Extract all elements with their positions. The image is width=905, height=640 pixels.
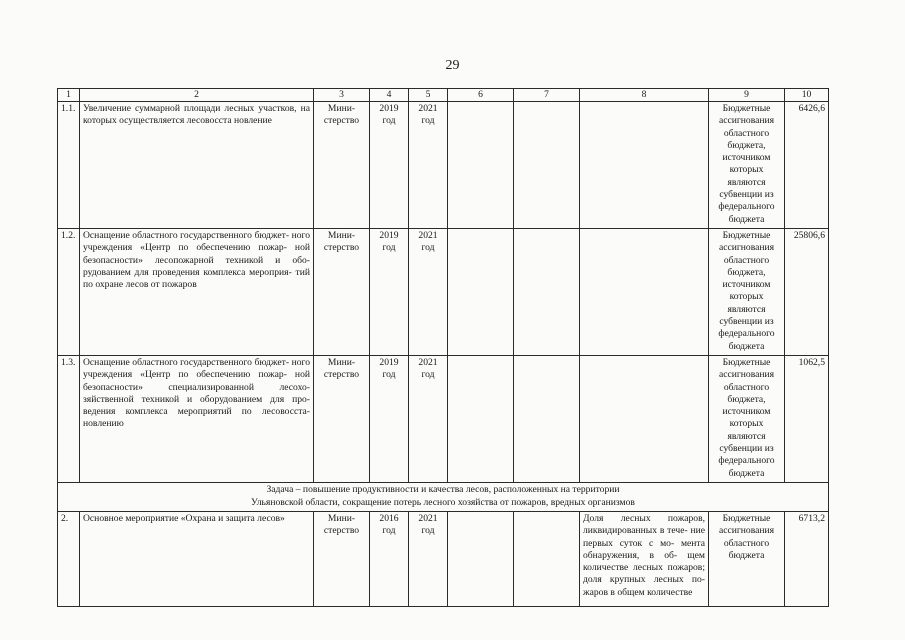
page-number: 29: [445, 58, 460, 73]
col6-cell: [448, 102, 514, 229]
header-cell: 8: [580, 89, 709, 102]
funding-source: Бюджетные ассигнования областного бюджета: [709, 512, 785, 607]
table-row: [58, 229, 829, 356]
header-cell: 9: [709, 89, 785, 102]
indicator-cell: [580, 356, 709, 483]
row-number: 1.1.: [58, 102, 80, 229]
indicator-cell: [580, 229, 709, 356]
row-number: 1.2.: [58, 229, 80, 356]
executor: Мини- стерство: [314, 356, 370, 483]
start-year: 2016 год: [370, 512, 409, 607]
funding-source: Бюджетные ассигнования областного бюджета, источником которых являются субвенции из федерального бюджета: [709, 102, 785, 229]
table-row: [58, 356, 829, 483]
col7-cell: [514, 229, 580, 356]
funding-amount: 25806,6: [785, 229, 829, 356]
header-cell: 4: [370, 89, 409, 102]
measure-description: Увеличение суммарной площади лесных участков, на которых осуществляется лесовосста новление: [80, 102, 314, 229]
col7-cell: [514, 512, 580, 607]
start-year: 2019 год: [370, 356, 409, 483]
header-cell: 6: [448, 89, 514, 102]
executor: Мини- стерство: [314, 102, 370, 229]
header-cell: 7: [514, 89, 580, 102]
row-number: 1.3.: [58, 356, 80, 483]
header-cell: 5: [409, 89, 448, 102]
col6-cell: [448, 229, 514, 356]
start-year: 2019 год: [370, 229, 409, 356]
header-cell: 2: [80, 89, 314, 102]
funding-source: Бюджетные ассигнования областного бюджета, источником которых являются субвенции из федерального бюджета: [709, 356, 785, 483]
row-number: 2.: [58, 512, 80, 607]
table-row: [58, 512, 829, 607]
executor: Мини- стерство: [314, 512, 370, 607]
executor: Мини- стерство: [314, 229, 370, 356]
funding-amount: 6713,2: [785, 512, 829, 607]
task-row: [58, 483, 829, 512]
funding-amount: 6426,6: [785, 102, 829, 229]
task-heading: Задача – повышение продуктивности и качества лесов, расположенных на территории Ульяновской области, сокращение потерь лесного хозяйства от пожаров, вредных организмов: [58, 483, 829, 512]
end-year: 2021 год: [409, 102, 448, 229]
header-cell: 3: [314, 89, 370, 102]
start-year: 2019 год: [370, 102, 409, 229]
indicator-cell: [580, 102, 709, 229]
measure-description: Основное мероприятие «Охрана и защита лесов»: [80, 512, 314, 607]
funding-source: Бюджетные ассигнования областного бюджета, источником которых являются субвенции из федерального бюджета: [709, 229, 785, 356]
col6-cell: [448, 356, 514, 483]
col7-cell: [514, 102, 580, 229]
indicator-cell: Доля лесных пожаров, ликвидированных в тече- ние первых суток с мо- мента обнаружения, в об- щем количестве лесных пожаров; доля крупных лесных по- жаров в общем количестве: [580, 512, 709, 607]
program-table: [57, 88, 829, 607]
col7-cell: [514, 356, 580, 483]
measure-description: Оснащение областного государственного бюджет- ного учреждения «Центр по обеспечению пожар- ной безопасности» лесопожарной техникой и обо- рудованием для проведения комплекса мероприя- тий по охране лесов от пожаров: [80, 229, 314, 356]
header-cell: 1: [58, 89, 80, 102]
measure-description: Оснащение областного государственного бюджет- ного учреждения «Центр по обеспечению пожар- ной безопасности» специализированной лесохо- зяйственной техникой и оборудованием для про- ведения комплекса мероприятий по лесовосста- новлению: [80, 356, 314, 483]
funding-amount: 1062,5: [785, 356, 829, 483]
end-year: 2021 год: [409, 356, 448, 483]
end-year: 2021 год: [409, 512, 448, 607]
header-cell: 10: [785, 89, 829, 102]
col6-cell: [448, 512, 514, 607]
table-row: [58, 102, 829, 229]
end-year: 2021 год: [409, 229, 448, 356]
header-row: [58, 89, 829, 102]
